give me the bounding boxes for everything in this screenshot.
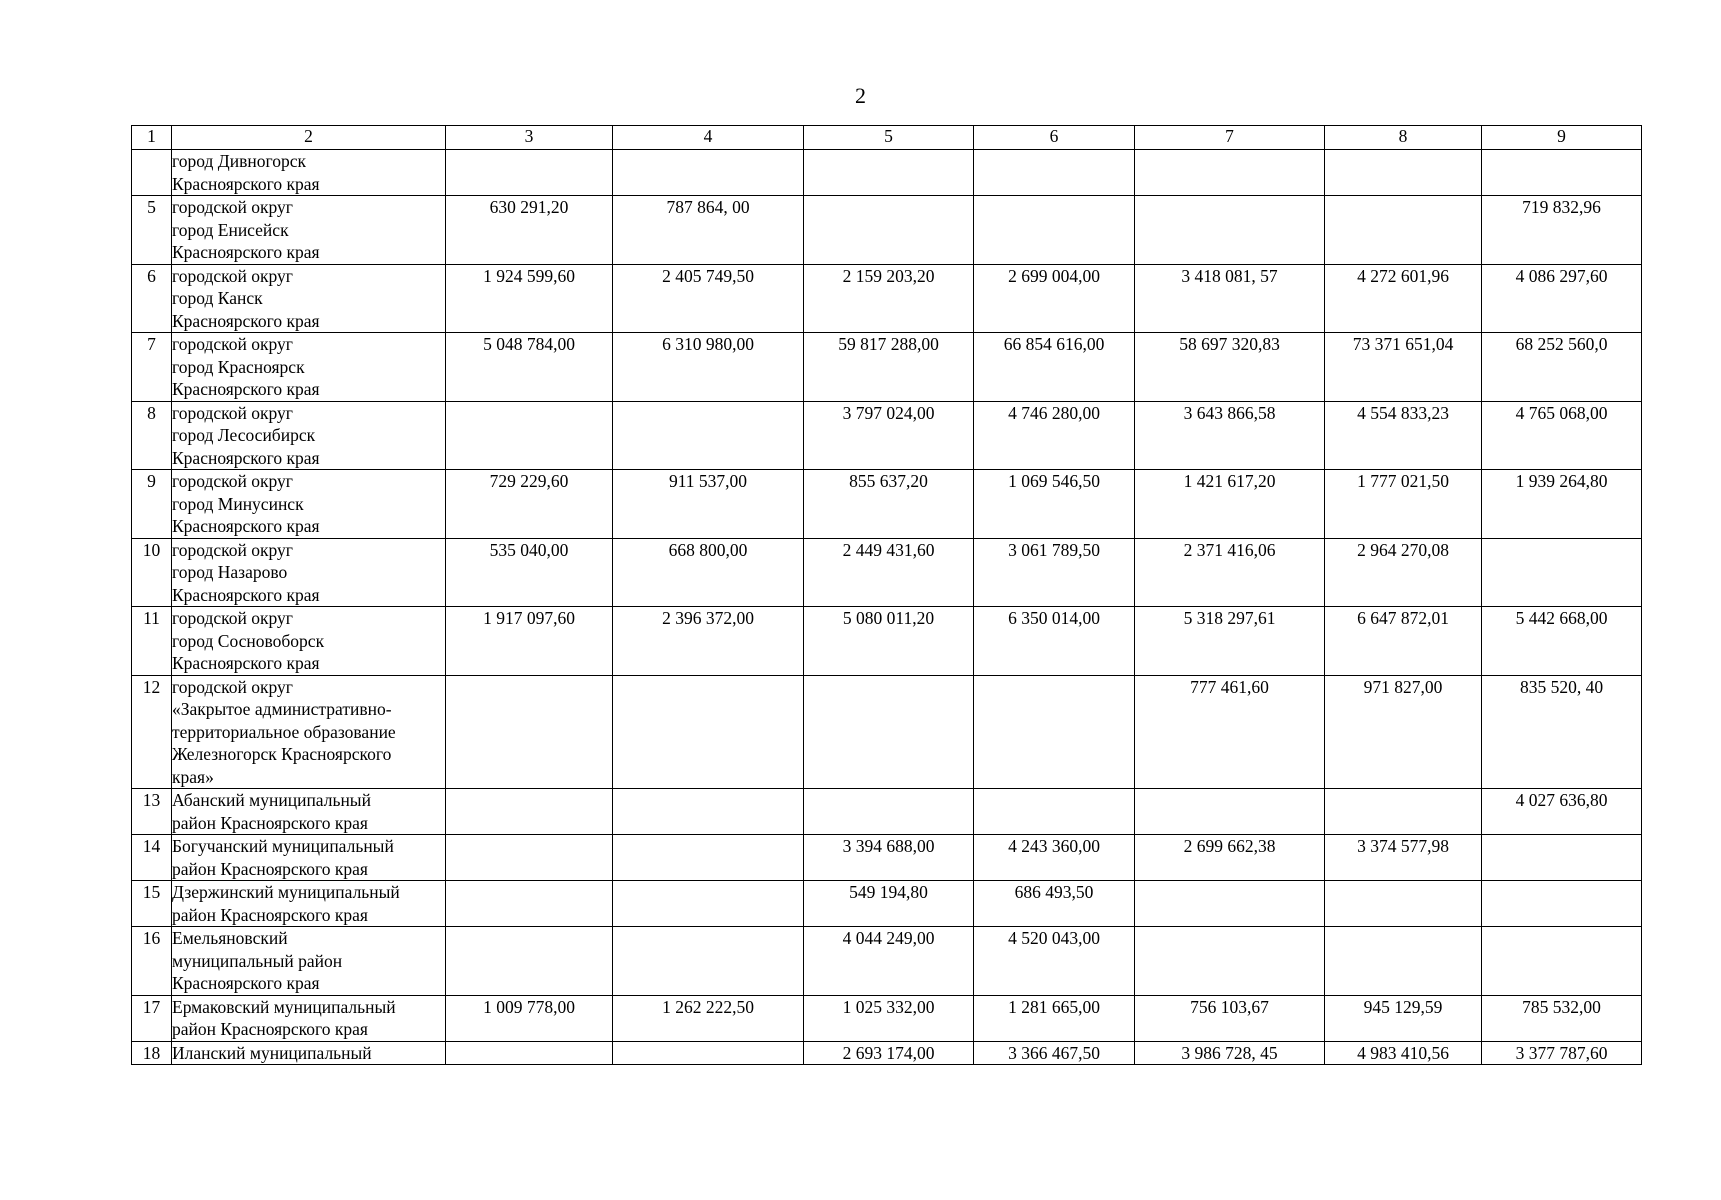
table-body — [132, 150, 1642, 1065]
value-cell — [804, 789, 974, 835]
value-cell: 1 069 546,50 — [974, 470, 1135, 539]
value-cell: 1 924 599,60 — [446, 264, 613, 333]
value-cell — [1135, 196, 1325, 265]
value-cell — [613, 835, 804, 881]
municipality-name — [172, 835, 446, 881]
municipality-name-line: городской округ — [172, 608, 293, 628]
municipality-name-line: Красноярского края — [172, 584, 320, 605]
municipality-name — [172, 196, 446, 265]
value-cell: 4 983 410,56 — [1325, 1041, 1482, 1065]
row-number — [132, 150, 172, 196]
value-cell — [804, 150, 974, 196]
value-cell: 1 421 617,20 — [1135, 470, 1325, 539]
row-number: 9 — [132, 470, 172, 539]
value-cell — [1135, 881, 1325, 927]
municipality-name-line: город Лесосибирск — [172, 425, 316, 445]
value-cell: 945 129,59 — [1325, 995, 1482, 1041]
municipality-name-line: город Минусинск — [172, 493, 304, 514]
municipality-name — [172, 401, 446, 470]
column-header: 4 — [613, 126, 804, 150]
table-row — [132, 196, 1642, 265]
column-header: 9 — [1482, 126, 1642, 150]
value-cell — [613, 1041, 804, 1065]
value-cell — [1482, 538, 1642, 607]
value-cell — [446, 675, 613, 789]
value-cell: 4 272 601,96 — [1325, 264, 1482, 333]
value-cell — [613, 150, 804, 196]
value-cell: 2 405 749,50 — [613, 264, 804, 333]
municipality-name-line: Красноярского края — [172, 653, 320, 673]
value-cell: 1 281 665,00 — [974, 995, 1135, 1041]
table-row — [132, 995, 1642, 1041]
column-header: 2 — [172, 126, 446, 150]
value-cell — [1135, 789, 1325, 835]
value-cell — [1135, 927, 1325, 996]
value-cell: 911 537,00 — [613, 470, 804, 539]
municipality-name — [172, 927, 446, 996]
value-cell: 5 048 784,00 — [446, 333, 613, 402]
value-cell: 668 800,00 — [613, 538, 804, 607]
municipality-name-line: городской округ — [172, 265, 293, 286]
municipality-name — [172, 607, 446, 676]
value-cell: 1 025 332,00 — [804, 995, 974, 1041]
municipality-name — [172, 881, 446, 927]
value-cell: 2 693 174,00 — [804, 1041, 974, 1065]
value-cell: 3 366 467,50 — [974, 1041, 1135, 1065]
value-cell: 66 854 616,00 — [974, 333, 1135, 402]
municipality-name-line: город Красноярск — [172, 356, 305, 377]
municipality-name-line: район Красноярского края — [172, 1019, 368, 1039]
municipality-name-line: муниципальный район — [172, 950, 343, 971]
value-cell — [446, 835, 613, 881]
row-number: 14 — [132, 835, 172, 881]
municipality-name-line: Красноярского края — [172, 379, 320, 399]
municipality-name — [172, 789, 446, 835]
municipality-name — [172, 470, 446, 539]
municipality-name-line: Железногорск Красноярского — [172, 744, 392, 764]
value-cell — [1482, 835, 1642, 881]
value-cell: 3 986 728, 45 — [1135, 1041, 1325, 1065]
value-cell: 4 746 280,00 — [974, 401, 1135, 470]
municipality-name-line: район Красноярского края — [172, 812, 368, 833]
value-cell: 2 699 004,00 — [974, 264, 1135, 333]
value-cell: 6 647 872,01 — [1325, 607, 1482, 676]
row-number: 17 — [132, 995, 172, 1041]
row-number: 8 — [132, 401, 172, 470]
value-cell: 630 291,20 — [446, 196, 613, 265]
value-cell — [613, 401, 804, 470]
value-cell: 5 080 011,20 — [804, 607, 974, 676]
value-cell — [446, 401, 613, 470]
value-cell: 3 061 789,50 — [974, 538, 1135, 607]
value-cell: 68 252 560,0 — [1482, 333, 1642, 402]
value-cell — [804, 196, 974, 265]
value-cell — [446, 150, 613, 196]
municipality-name — [172, 264, 446, 333]
value-cell: 2 396 372,00 — [613, 607, 804, 676]
value-cell: 1 777 021,50 — [1325, 470, 1482, 539]
value-cell: 5 442 668,00 — [1482, 607, 1642, 676]
table-row — [132, 470, 1642, 539]
value-cell: 73 371 651,04 — [1325, 333, 1482, 402]
value-cell: 2 699 662,38 — [1135, 835, 1325, 881]
value-cell — [1325, 789, 1482, 835]
municipality-name-line: городской округ — [172, 471, 293, 491]
value-cell — [1325, 150, 1482, 196]
value-cell — [974, 150, 1135, 196]
value-cell — [1482, 150, 1642, 196]
value-cell — [446, 881, 613, 927]
value-cell: 4 044 249,00 — [804, 927, 974, 996]
table-row — [132, 881, 1642, 927]
value-cell — [1325, 196, 1482, 265]
municipality-name-line: городской округ — [172, 197, 293, 217]
municipality-name-line: Иланский муниципальный — [172, 1042, 372, 1063]
municipality-name-line: город Дивногорск — [172, 151, 306, 171]
table-row — [132, 538, 1642, 607]
value-cell — [974, 675, 1135, 789]
municipality-name-line: края» — [172, 766, 214, 787]
municipality-name-line: Красноярского края — [172, 973, 320, 993]
municipality-name — [172, 995, 446, 1041]
table-row — [132, 333, 1642, 402]
value-cell: 5 318 297,61 — [1135, 607, 1325, 676]
value-cell — [613, 927, 804, 996]
value-cell: 686 493,50 — [974, 881, 1135, 927]
value-cell: 2 449 431,60 — [804, 538, 974, 607]
municipality-name-line: «Закрытое административно- — [172, 699, 392, 719]
value-cell — [613, 881, 804, 927]
value-cell: 3 377 787,60 — [1482, 1041, 1642, 1065]
value-cell — [1482, 881, 1642, 927]
value-cell: 785 532,00 — [1482, 995, 1642, 1041]
table-row — [132, 1041, 1642, 1065]
value-cell: 729 229,60 — [446, 470, 613, 539]
row-number: 10 — [132, 538, 172, 607]
value-cell: 3 643 866,58 — [1135, 401, 1325, 470]
value-cell — [613, 675, 804, 789]
municipality-name-line: Абанский муниципальный — [172, 790, 371, 810]
municipality-name-line: город Енисейск — [172, 219, 289, 240]
value-cell — [974, 196, 1135, 265]
value-cell — [974, 789, 1135, 835]
table-row — [132, 835, 1642, 881]
data-table — [131, 125, 1642, 1065]
value-cell: 535 040,00 — [446, 538, 613, 607]
header-row — [132, 126, 1642, 150]
value-cell — [446, 927, 613, 996]
column-header: 1 — [132, 126, 172, 150]
municipality-name-line: городской округ — [172, 402, 293, 423]
table-row — [132, 675, 1642, 789]
value-cell: 2 159 203,20 — [804, 264, 974, 333]
table-row — [132, 927, 1642, 996]
value-cell: 1 262 222,50 — [613, 995, 804, 1041]
row-number: 12 — [132, 675, 172, 789]
table-row — [132, 607, 1642, 676]
value-cell: 2 371 416,06 — [1135, 538, 1325, 607]
municipality-name-line: Дзержинский муниципальный — [172, 882, 400, 902]
row-number: 16 — [132, 927, 172, 996]
value-cell — [1325, 881, 1482, 927]
municipality-name-line: район Красноярского края — [172, 904, 368, 925]
value-cell: 835 520, 40 — [1482, 675, 1642, 789]
municipality-name — [172, 150, 446, 196]
value-cell: 58 697 320,83 — [1135, 333, 1325, 402]
value-cell: 4 243 360,00 — [974, 835, 1135, 881]
value-cell: 4 554 833,23 — [1325, 401, 1482, 470]
value-cell: 719 832,96 — [1482, 196, 1642, 265]
row-number: 11 — [132, 607, 172, 676]
value-cell — [804, 675, 974, 789]
value-cell: 855 637,20 — [804, 470, 974, 539]
value-cell: 777 461,60 — [1135, 675, 1325, 789]
column-header: 8 — [1325, 126, 1482, 150]
value-cell: 6 310 980,00 — [613, 333, 804, 402]
value-cell: 1 917 097,60 — [446, 607, 613, 676]
row-number: 15 — [132, 881, 172, 927]
municipality-name — [172, 333, 446, 402]
value-cell: 787 864, 00 — [613, 196, 804, 265]
value-cell: 4 027 636,80 — [1482, 789, 1642, 835]
municipality-name-line: Красноярского края — [172, 242, 320, 262]
column-header: 5 — [804, 126, 974, 150]
value-cell: 6 350 014,00 — [974, 607, 1135, 676]
value-cell — [613, 789, 804, 835]
municipality-name-line: Богучанский муниципальный — [172, 836, 394, 856]
municipality-name-line: Ермаковский муниципальный — [172, 996, 396, 1017]
municipality-name-line: городской округ — [172, 539, 293, 560]
value-cell — [1325, 927, 1482, 996]
municipality-name-line: Красноярского края — [172, 173, 320, 194]
municipality-name — [172, 1041, 446, 1065]
municipality-name — [172, 538, 446, 607]
value-cell — [1482, 927, 1642, 996]
municipality-name-line: Красноярского края — [172, 310, 320, 331]
table-row — [132, 264, 1642, 333]
value-cell: 3 418 081, 57 — [1135, 264, 1325, 333]
column-header: 6 — [974, 126, 1135, 150]
value-cell: 549 194,80 — [804, 881, 974, 927]
value-cell: 1 939 264,80 — [1482, 470, 1642, 539]
row-number: 7 — [132, 333, 172, 402]
value-cell: 2 964 270,08 — [1325, 538, 1482, 607]
value-cell: 4 086 297,60 — [1482, 264, 1642, 333]
column-header: 7 — [1135, 126, 1325, 150]
table-row — [132, 150, 1642, 196]
page-number: 2 — [855, 83, 866, 108]
municipality-name-line: городской округ — [172, 676, 293, 697]
municipality-name — [172, 675, 446, 789]
value-cell: 3 374 577,98 — [1325, 835, 1482, 881]
municipality-name-line: город Канск — [172, 288, 263, 308]
value-cell — [446, 789, 613, 835]
value-cell: 4 520 043,00 — [974, 927, 1135, 996]
municipality-name-line: Емельяновский — [172, 928, 288, 948]
municipality-name-line: район Красноярского края — [172, 858, 368, 879]
row-number: 13 — [132, 789, 172, 835]
row-number: 18 — [132, 1041, 172, 1065]
value-cell — [1135, 150, 1325, 196]
row-number: 6 — [132, 264, 172, 333]
table-row — [132, 401, 1642, 470]
value-cell: 756 103,67 — [1135, 995, 1325, 1041]
row-number: 5 — [132, 196, 172, 265]
value-cell: 971 827,00 — [1325, 675, 1482, 789]
municipality-name-line: город Сосновоборск — [172, 630, 325, 651]
municipality-name-line: Красноярского края — [172, 447, 320, 468]
value-cell: 3 797 024,00 — [804, 401, 974, 470]
value-cell: 1 009 778,00 — [446, 995, 613, 1041]
municipality-name-line: город Назарово — [172, 562, 288, 582]
value-cell: 4 765 068,00 — [1482, 401, 1642, 470]
value-cell: 59 817 288,00 — [804, 333, 974, 402]
column-header: 3 — [446, 126, 613, 150]
municipality-name-line: Красноярского края — [172, 516, 320, 536]
table-row — [132, 789, 1642, 835]
municipality-name-line: территориальное образование — [172, 721, 396, 742]
value-cell: 3 394 688,00 — [804, 835, 974, 881]
municipality-name-line: городской округ — [172, 334, 293, 354]
value-cell — [446, 1041, 613, 1065]
